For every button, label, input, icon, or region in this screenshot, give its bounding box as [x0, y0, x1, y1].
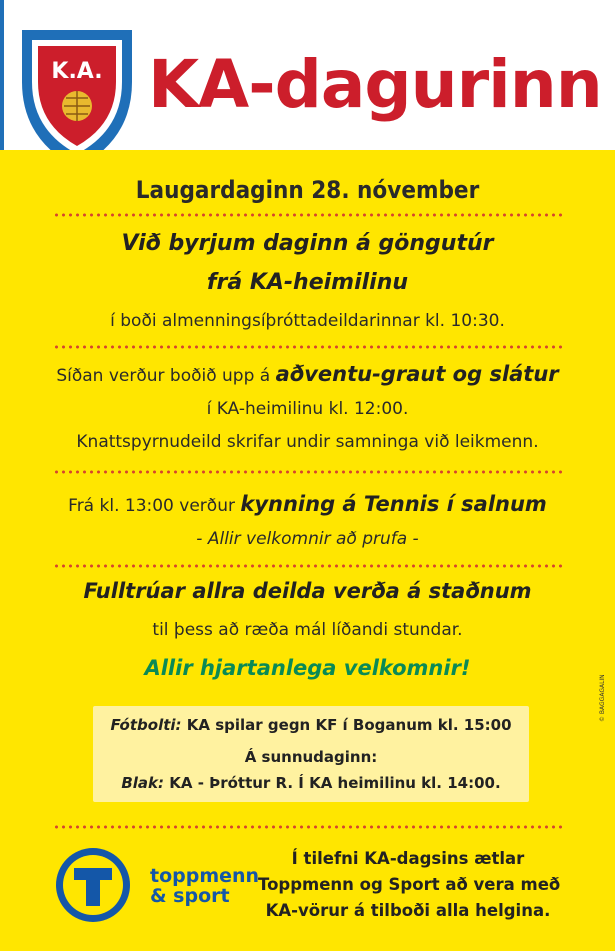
sponsor-text-line3: KA-vörur á tilboði alla helgina.: [265, 901, 551, 920]
section3-line2: - Allir velkomnir að prufa -: [196, 529, 419, 549]
event-date: Laugardaginn 28. nóvember: [135, 176, 480, 204]
section1-heading-line1: Við byrjum daginn á göngutúr: [121, 231, 494, 256]
section2-highlight: aðventu-graut og slátur: [275, 362, 559, 386]
toppmenn-sport-logo: [54, 846, 132, 924]
dotted-divider: [53, 213, 565, 217]
header-accent-bar: [0, 0, 4, 150]
sponsor-text-line2: Toppmenn og Sport að vera með: [258, 875, 561, 894]
dotted-divider: [53, 345, 565, 349]
section2-line1: [0, 362, 615, 386]
section3-prefix: Frá kl. 13:00 verður: [68, 496, 241, 516]
sponsor-text-line1: Í tilefni KA-dagsins ætlar: [291, 849, 525, 868]
sponsor-name-line2: & sport: [150, 885, 230, 907]
football-text: KA spilar gegn KF í Boganum kl. 15:00: [186, 716, 512, 734]
section2-prefix: Síðan verður boðið upp á: [56, 366, 276, 386]
section3-highlight: kynning á Tennis í salnum: [240, 492, 547, 516]
logo-letters: K.A.: [51, 59, 103, 84]
section1-heading-line2: frá KA-heimilinu: [206, 270, 409, 295]
football-game-line: [93, 716, 529, 734]
volleyball-text: KA - Þróttur R. Í KA heimilinu kl. 14:00.: [169, 774, 501, 792]
section2-line2: í KA-heimilinu kl. 12:00.: [206, 399, 409, 419]
dotted-divider: [53, 564, 565, 568]
page-title: KA-dagurinn: [148, 46, 602, 123]
sponsor-name: [150, 866, 259, 906]
volleyball-game-line: [93, 774, 529, 792]
section1-detail: í boði almenningsíþróttadeildarinnar kl. 10:30.: [110, 311, 505, 331]
football-label: Fótbolti:: [110, 716, 182, 734]
photo-credit: © BAGGAGALIN: [599, 674, 606, 722]
sponsor-message: [258, 846, 561, 924]
section4-detail: til þess að ræða mál líðandi stundar.: [152, 620, 463, 640]
dotted-divider: [53, 825, 565, 829]
section2-line3: Knattspyrnudeild skrifar undir samninga við leikmenn.: [76, 432, 539, 452]
section4-heading: Fulltrúar allra deilda verða á staðnum: [83, 579, 532, 603]
dotted-divider: [53, 470, 565, 474]
sponsor-name-line1: toppmenn: [150, 865, 260, 887]
volleyball-label: Blak:: [121, 774, 164, 792]
welcome-message: Allir hjartanlega velkomnir!: [144, 656, 471, 680]
section3-line1: [0, 492, 615, 516]
games-info-box: [93, 706, 529, 802]
sunday-heading: Á sunnudaginn:: [244, 748, 378, 766]
